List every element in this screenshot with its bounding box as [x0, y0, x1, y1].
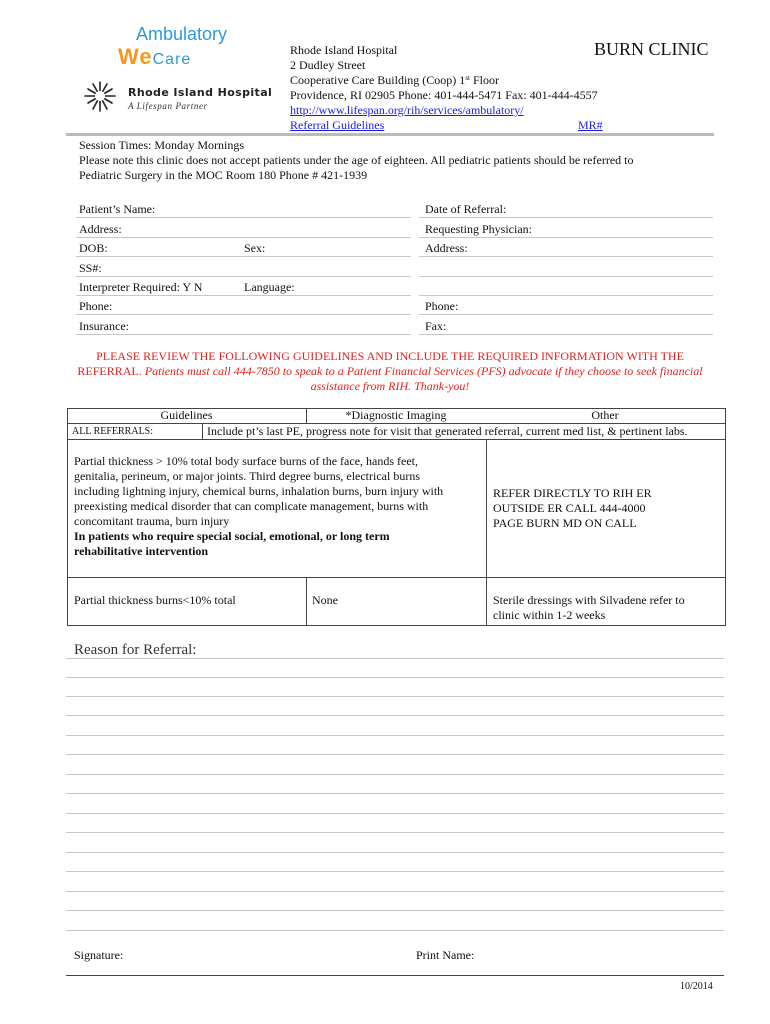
logo-ambulatory-text: Ambulatory	[136, 24, 228, 44]
footer-divider	[66, 975, 724, 976]
language-label[interactable]: Language:	[244, 280, 295, 294]
logo-are: are	[165, 51, 192, 68]
field-line	[76, 276, 411, 277]
row2-divider-2	[486, 577, 487, 625]
address-line-4: Providence, RI 02905 Phone: 401-444-5471 Fax: 401-444-4557	[290, 88, 598, 102]
print-name-label[interactable]: Print Name:	[416, 948, 475, 962]
row1-guideline: Partial thickness > 10% total body surface burns of the face, hands feet, genitalia, perineum, or major joints. Third degree burns, electrical burns including lightning injury, chemical burns, inhalation burns, burn injury with preexisting medical disorder that can complicate management, burns with concomitant trauma, burn injury In patients who require special social, emotional, or long term rehabilitative intervention	[74, 454, 444, 558]
field-line	[76, 295, 411, 296]
address-label[interactable]: Address:	[79, 222, 122, 236]
reason-line[interactable]	[66, 774, 724, 775]
field-line	[419, 276, 713, 277]
row2-imaging: None	[312, 593, 338, 607]
header-other: Other	[591, 408, 619, 422]
date-of-referral-label[interactable]: Date of Referral:	[425, 202, 507, 216]
row2-guideline: Partial thickness burns<10% total	[74, 593, 236, 607]
patient-name-label[interactable]: Patient’s Name:	[79, 202, 156, 216]
reason-line[interactable]	[66, 735, 724, 736]
all-referrals-divider	[202, 423, 203, 439]
session-times: Session Times: Monday Mornings	[79, 138, 245, 152]
logo-hospital-name: Rhode Island Hospital	[128, 86, 273, 99]
ambulatory-url-link[interactable]: http://www.lifespan.org/rih/services/ambulatory/	[290, 103, 524, 117]
age-notice: Please note this clinic does not accept patients under the age of eighteen. All pediatric patients should be referred to	[79, 153, 634, 167]
clinic-address-block	[290, 43, 598, 118]
row1-other: REFER DIRECTLY TO RIH ER OUTSIDE ER CALL 444-4000 PAGE BURN MD ON CALL	[493, 486, 652, 530]
reason-line[interactable]	[66, 793, 724, 794]
reason-line[interactable]	[66, 696, 724, 697]
address-line-2: 2 Dudley Street	[290, 58, 366, 72]
notice-line-1: PLEASE REVIEW THE FOLLOWING GUIDELINES AND INCLUDE THE REQUIRED INFORMATION WITH THE	[96, 349, 684, 363]
requesting-physician-label[interactable]: Requesting Physician:	[425, 222, 532, 236]
reason-line[interactable]	[66, 658, 724, 659]
notice-line-3: assistance from RIH. Thank-you!	[310, 379, 470, 393]
all-referrals-label: ALL REFERRALS:	[72, 426, 154, 437]
row2-other: Sterile dressings with Silvadene refer to clinic within 1-2 weeks	[493, 593, 685, 622]
field-line	[419, 334, 713, 335]
all-referrals-text: Include pt’s last PE, progress note for visit that generated referral, current med list, & pertinent labs.	[207, 424, 688, 438]
reason-line[interactable]	[66, 891, 724, 892]
phone-label[interactable]: Phone:	[79, 299, 113, 313]
ss-label[interactable]: SS#:	[79, 261, 102, 275]
logo-tagline: A Lifespan Partner	[128, 101, 208, 111]
reason-line[interactable]	[66, 677, 724, 678]
row2-divider-1	[306, 577, 307, 625]
header-guidelines: Guidelines	[160, 408, 213, 422]
field-line	[419, 314, 713, 315]
physician-address-label[interactable]: Address:	[425, 241, 468, 255]
reason-line[interactable]	[66, 910, 724, 911]
reason-line[interactable]	[66, 930, 724, 931]
mr-number-link[interactable]: MR#	[578, 118, 603, 132]
reason-line[interactable]	[66, 813, 724, 814]
sex-label[interactable]: Sex:	[244, 241, 266, 255]
address-line-3: Cooperative Care Building (Coop) 1st Floor	[290, 73, 499, 87]
field-line	[76, 334, 411, 335]
notice-line-2: REFERRAL. Patients must call 444-7850 to speak to a Patient Financial Services (PFS) advocate if they choose to seek financial	[77, 364, 703, 378]
address-line-1: Rhode Island Hospital	[290, 43, 398, 57]
field-line	[76, 237, 411, 238]
field-line	[76, 256, 411, 257]
signature-label[interactable]: Signature:	[74, 948, 124, 962]
field-line	[419, 295, 713, 296]
form-version-date: 10/2014	[680, 981, 713, 992]
field-line	[419, 256, 713, 257]
rih-starburst-icon	[80, 80, 120, 112]
dob-label[interactable]: DOB:	[79, 241, 108, 255]
row1-divider	[486, 439, 487, 577]
reason-line[interactable]	[66, 754, 724, 755]
guidelines-notice	[66, 349, 714, 394]
logo-we: We	[118, 44, 153, 69]
field-line	[419, 217, 713, 218]
session-info	[79, 138, 633, 183]
page-title: BURN CLINIC	[594, 39, 709, 59]
reason-line[interactable]	[66, 715, 724, 716]
header-divider	[66, 133, 714, 136]
field-line	[76, 217, 411, 218]
reason-for-referral-label: Reason for Referral:	[74, 642, 197, 658]
header-diagnostic-imaging: *Diagnostic Imaging	[345, 408, 447, 422]
physician-phone-label[interactable]: Phone:	[425, 299, 459, 313]
referral-guidelines-link[interactable]: Referral Guidelines	[290, 118, 385, 132]
logo-c: C	[152, 51, 166, 68]
insurance-label[interactable]: Insurance:	[79, 319, 129, 333]
interpreter-label[interactable]: Interpreter Required: Y N	[79, 280, 203, 294]
field-line	[76, 314, 411, 315]
reason-line[interactable]	[66, 871, 724, 872]
fax-label[interactable]: Fax:	[425, 319, 447, 333]
pediatric-notice: Pediatric Surgery in the MOC Room 180 Phone # 421-1939	[79, 168, 368, 182]
logo-wecare-text	[118, 44, 191, 70]
reason-line[interactable]	[66, 852, 724, 853]
reason-line[interactable]	[66, 832, 724, 833]
field-line	[419, 237, 713, 238]
